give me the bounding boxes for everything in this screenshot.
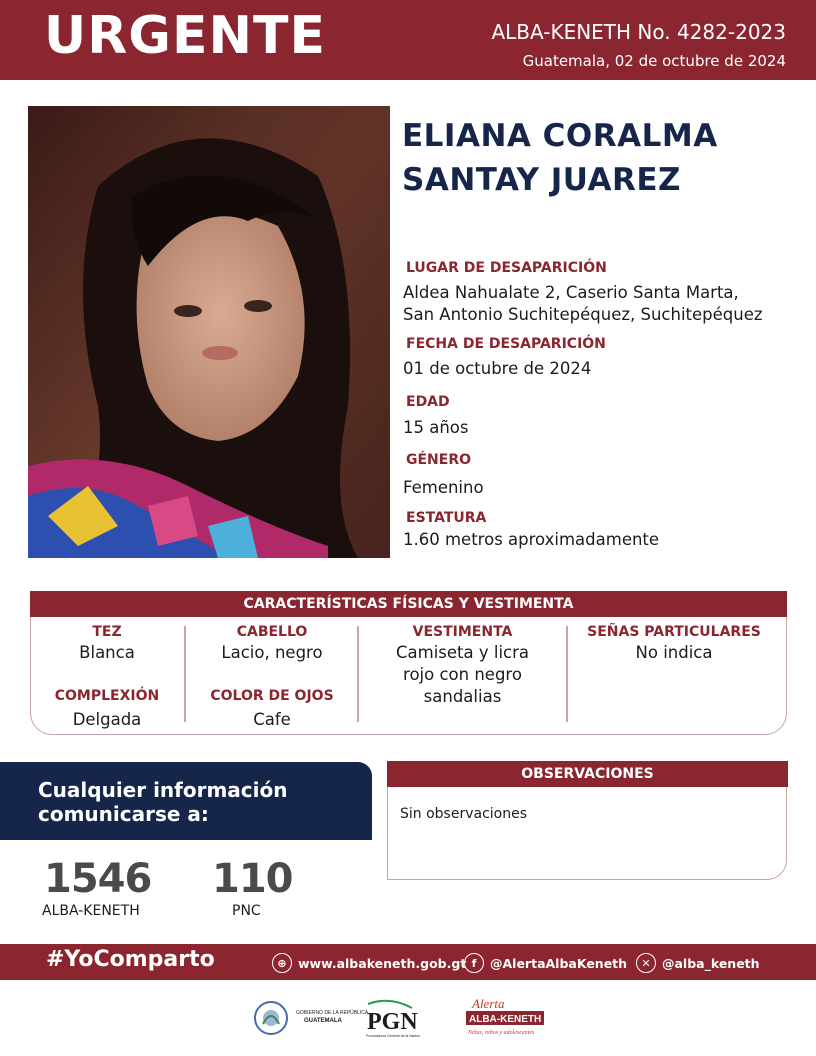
complexion-label: COMPLEXIÓN	[54, 688, 160, 704]
lugar-value	[403, 282, 763, 326]
website-link[interactable]	[272, 953, 466, 973]
facebook-icon: f	[464, 953, 484, 973]
edad-label: EDAD	[406, 394, 450, 410]
sponsor-logos	[250, 994, 550, 1040]
senas-label: SEÑAS PARTICULARES	[587, 624, 761, 640]
tez-label: TEZ	[92, 624, 122, 640]
phone-1546-label: ALBA-KENETH	[42, 903, 140, 919]
vestimenta-line3: sandalias	[423, 687, 502, 706]
phone-110-label: PNC	[232, 903, 261, 919]
globe-icon: ⊕	[272, 953, 292, 973]
alerta-sub: Niñas, niños y adolescentes	[468, 1030, 535, 1036]
estatura-label: ESTATURA	[406, 510, 487, 526]
person-name-line1: ELIANA CORALMA	[402, 118, 718, 154]
hashtag: #YoComparto	[46, 947, 215, 972]
edad-value: 15 años	[403, 418, 469, 437]
case-number: ALBA-KENETH No. 4282-2023	[491, 20, 786, 44]
contact-text	[38, 778, 358, 826]
contact-line1: Cualquier información	[38, 778, 288, 802]
fecha-label: FECHA DE DESAPARICIÓN	[406, 336, 606, 352]
estatura-value: 1.60 metros aproximadamente	[403, 530, 660, 549]
observations-text: Sin observaciones	[400, 806, 528, 822]
alerta-main: ALBA-KENETH	[469, 1014, 542, 1025]
cabello-value: Lacio, negro	[221, 643, 323, 662]
column-divider	[184, 626, 186, 722]
urgent-title: URGENTE	[44, 6, 326, 66]
gov-line1: GOBIERNO DE LA REPÚBLICA	[296, 1010, 369, 1016]
alerta-top: Alerta	[472, 996, 505, 1011]
phone-1546[interactable]: 1546	[44, 856, 152, 902]
vestimenta-value	[359, 642, 566, 708]
column-divider	[566, 626, 568, 722]
fecha-value: 01 de octubre de 2024	[403, 359, 592, 378]
pgn-text: PGN	[367, 1009, 418, 1035]
pgn-logo	[366, 1001, 420, 1038]
senas-value: No indica	[635, 643, 713, 662]
characteristics-title: CARACTERÍSTICAS FÍSICAS Y VESTIMENTA	[30, 591, 787, 617]
x-text: @alba_keneth	[662, 955, 760, 971]
genero-value: Femenino	[403, 478, 484, 497]
genero-label: GÉNERO	[406, 452, 472, 468]
lugar-line1: Aldea Nahualate 2, Caserio Santa Marta,	[403, 283, 739, 302]
contact-line2: comunicarse a:	[38, 802, 209, 826]
phone-110[interactable]: 110	[212, 856, 293, 902]
facebook-text: @AlertaAlbaKeneth	[490, 955, 628, 971]
vestimenta-line1: Camiseta y licra	[395, 643, 529, 662]
alerta-alba-keneth-logo	[466, 996, 544, 1036]
x-link[interactable]	[636, 953, 760, 973]
missing-person-photo	[28, 106, 390, 558]
pgn-sub: Procuraduría General de la Nación	[366, 1034, 421, 1038]
observations-title: OBSERVACIONES	[387, 761, 788, 787]
lugar-label: LUGAR DE DESAPARICIÓN	[406, 260, 607, 276]
guatemala-seal-logo	[255, 1002, 287, 1034]
logos-svg	[250, 994, 550, 1040]
person-name-line2: SANTAY JUAREZ	[402, 162, 682, 198]
date-line: Guatemala, 02 de octubre de 2024	[522, 52, 786, 70]
person-name	[402, 114, 802, 202]
complexion-value: Delgada	[72, 710, 142, 729]
x-icon: ✕	[636, 953, 656, 973]
cabello-label: CABELLO	[236, 624, 308, 640]
gov-line2: GUATEMALA	[304, 1018, 342, 1024]
vestimenta-label: VESTIMENTA	[412, 624, 513, 640]
vestimenta-line2: rojo con negro	[403, 665, 522, 684]
website-text: www.albakeneth.gob.gt	[298, 955, 467, 971]
ojos-label: COLOR DE OJOS	[210, 688, 334, 704]
facebook-link[interactable]	[464, 953, 627, 973]
tez-value: Blanca	[79, 643, 135, 662]
ojos-value: Cafe	[253, 710, 291, 729]
lugar-line2: San Antonio Suchitepéquez, Suchitepéquez	[403, 305, 763, 324]
